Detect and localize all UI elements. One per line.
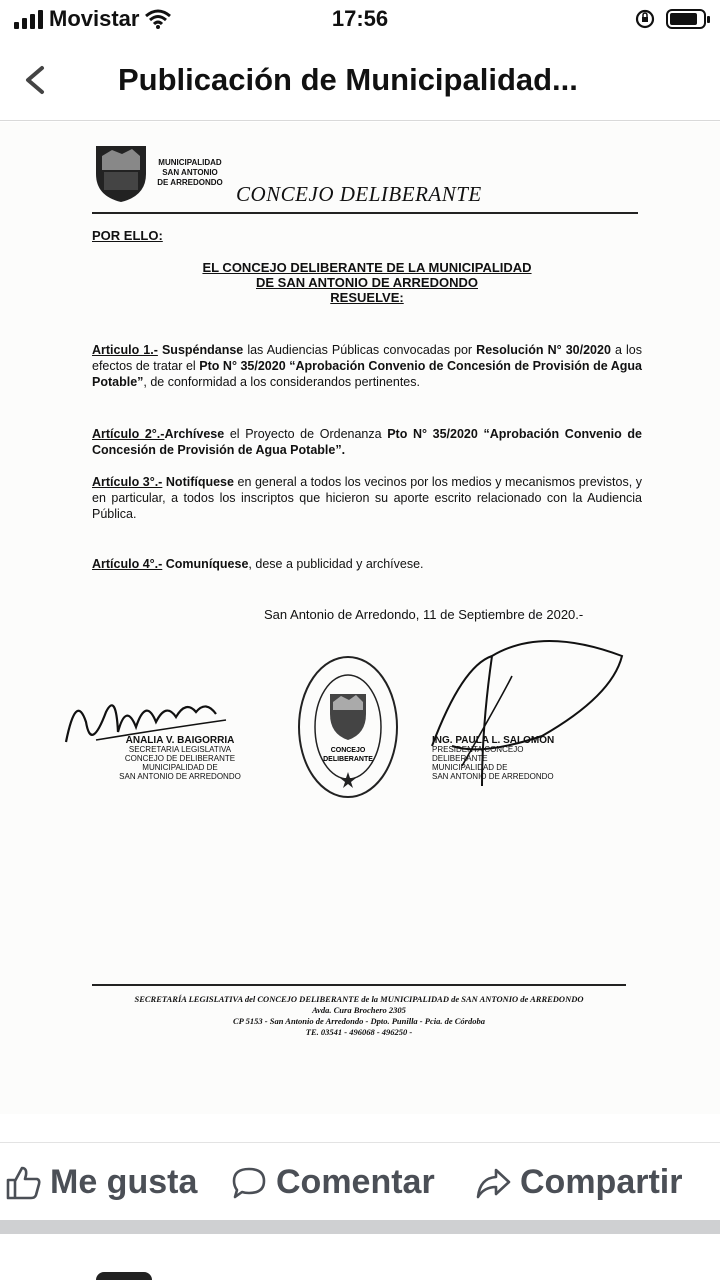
footer-divider [92, 984, 626, 986]
carrier-name: Movistar [49, 6, 140, 31]
rotation-lock-icon [634, 8, 656, 30]
document-image[interactable] [0, 122, 720, 1114]
article-1 [92, 342, 642, 390]
article-label: Artículo 3°.- [92, 475, 163, 489]
municipal-logo [92, 144, 232, 210]
shield-logo-icon [94, 144, 148, 204]
resolution-heading: EL CONCEJO DELIBERANTE DE LA MUNICIPALIDAD DE SAN ANTONIO DE ARREDONDO RESUELVE: [202, 260, 532, 305]
article-text: a los efectos de tratar el [92, 343, 642, 373]
next-post-preview [0, 1234, 720, 1280]
page-title: Publicación de Municipalidad... [118, 62, 578, 97]
like-button[interactable] [4, 1163, 197, 1202]
article-text: Comuníquese [162, 557, 249, 571]
article-text: , dese a publicidad y archívese. [248, 557, 424, 571]
article-text: Resolución N° 30/2020 [476, 343, 611, 357]
shield-logo-icon [96, 1272, 152, 1280]
article-text: Pto N° 35/2020 “Aprobación Convenio de Concesión de Provisión de Agua Potable” [92, 359, 642, 389]
article-label: Artículo 4°.- [92, 557, 163, 571]
feed-separator [0, 1220, 720, 1234]
comment-button[interactable] [230, 1163, 435, 1202]
logo-text: MUNICIPALIDAD SAN ANTONIO DE ARREDONDO [157, 158, 223, 187]
article-text: las Audiencias Públicas convocadas por [243, 343, 477, 357]
share-button[interactable] [474, 1163, 682, 1202]
article-text: Suspéndanse [157, 343, 244, 357]
concejo-title: CONCEJO DELIBERANTE [236, 182, 482, 206]
battery-icon [666, 9, 706, 29]
clock: 17:56 [331, 6, 389, 31]
action-bar [0, 1142, 720, 1223]
divider [92, 212, 638, 214]
svg-text:DELIBERANTE: DELIBERANTE [323, 756, 373, 763]
comment-icon [230, 1164, 268, 1202]
place-date: San Antonio de Arredondo, 11 de Septiembre de 2020.- [264, 607, 584, 622]
thumbs-up-icon [4, 1164, 42, 1202]
signature-right: ING. PAULA L. SALOMON PRESIDENTA CONCEJO DELIBERANTE MUNICIPALIDAD DE SAN ANTONIO DE ARREDONDO [432, 735, 555, 781]
like-label: Me gusta [50, 1163, 198, 1201]
document-footer: SECRETARÍA LEGISLATIVA del CONCEJO DELIBERANTE de la MUNICIPALIDAD de SAN ANTONIO de ARREDONDO Avda. Cura Brochero 2305 CP 5153 - San Antonio de Arredondo - Dpto. Punilla - Pcia. de Córdoba TE. 03541 - 496068 - 496250 - [134, 994, 584, 1037]
article-text: Pto N° 35/2020 “Aprobación Convenio de Concesión de Provisión de Agua Potable”. [92, 427, 642, 457]
status-bar [0, 0, 720, 40]
article-text: Notifíquese [162, 475, 234, 489]
signature-left: ANALIA V. BAIGORRIA SECRETARIA LEGISLATIVA CONCEJO DE DELIBERANTE MUNICIPALIDAD DE SAN ANTONIO DE ARREDONDO [119, 735, 241, 781]
article-text: en general a todos los vecinos por los medios y mecanismos previstos, y en particular, a todos los inscriptos que hicieron su aporte escrito relacionado con la Audiencia Pública. [92, 475, 642, 521]
signatures [92, 642, 642, 812]
article-text: Archívese [164, 427, 225, 441]
article-3 [92, 474, 642, 522]
article-4 [92, 556, 642, 572]
official-seal [296, 652, 400, 802]
por-ello: POR ELLO: [92, 228, 163, 243]
article-text: el Proyecto de Ordenanza [224, 427, 388, 441]
article-text: , de conformidad a los considerandos pertinentes. [143, 375, 420, 389]
comment-label: Comentar [276, 1163, 435, 1201]
share-label: Compartir [520, 1163, 683, 1201]
article-2 [92, 426, 642, 458]
app-header [0, 44, 720, 121]
svg-text:CONCEJO: CONCEJO [330, 747, 366, 754]
article-label: Articulo 1.- [92, 343, 158, 357]
share-arrow-icon [474, 1164, 512, 1202]
back-arrow-icon[interactable] [16, 60, 56, 100]
article-label: Artículo 2°.- [92, 427, 165, 441]
